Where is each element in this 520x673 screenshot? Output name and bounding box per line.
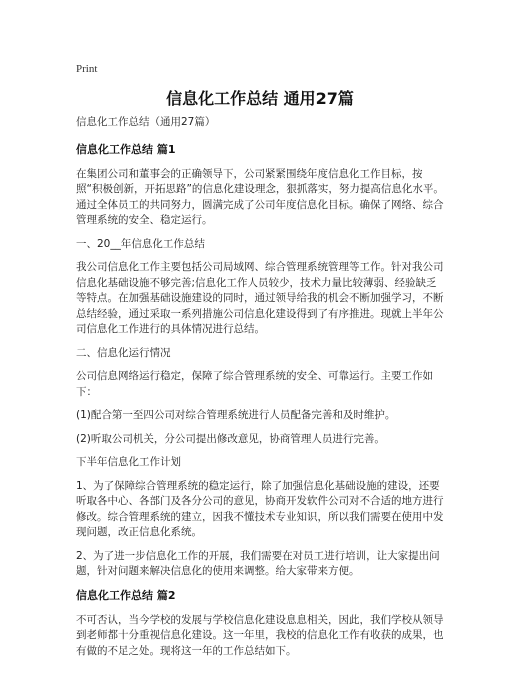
paragraph: 一、20__年信息化工作总结 <box>76 237 205 250</box>
paragraph: 不可否认，当今学校的发展与学校信息化建设息息相关，因此，我们学校从领导到老师都十分重视信息化建设。这一年里，我校的信息化工作有收获的成果，也有做的不足之处。现将这一年的工作总结如下。 <box>76 613 444 657</box>
paragraph: 我公司信息化工作主要包括公司局域网、综合管理系统管理等工作。针对我公司信息化基础设施不够完善;信息化工作人员较少，技术力量比较薄弱、经验缺乏等特点。在加强基础设施建设的同时，通过领导给我的机会不断加强学习，不断总结经验，通过采取一系列措施公司信息化建设得到了有序推进。现就上半年公司信息化工作进行的具体情况进行总结。 <box>76 261 444 335</box>
paragraph: 2、为了进一步信息化工作的开展，我们需要在对员工进行培训，让大家提出问题，针对问题来解决信息化的使用来调整。给大家带来方便。 <box>76 549 440 577</box>
paragraph: 二、信息化运行情况 <box>76 346 171 359</box>
paragraph: 1、为了保障综合管理系统的稳定运行，除了加强信息化基础设施的建设，还要听取各中心、各部门及各分公司的意见，协商开发软件公司对不合适的地方进行修改。综合管理系统的建立，因我不懂技术专业知识，所以我们需要在使用中发现问题，改正信息化系统。 <box>76 479 444 538</box>
document-subtitle: 信息化工作总结（通用27篇） <box>76 116 216 128</box>
section-heading: 信息化工作总结 篇2 <box>76 588 176 602</box>
document-body <box>76 115 446 667</box>
document-title: 信息化工作总结 通用27篇 <box>166 89 354 108</box>
paragraph: (1)配合第一至四公司对综合管理系统进行人员配备完善和及时维护。 <box>76 409 396 421</box>
section-heading: 信息化工作总结 篇1 <box>76 142 176 156</box>
paragraph: 公司信息网络运行稳定，保障了综合管理系统的安全、可靠运行。主要工作如下： <box>76 370 433 398</box>
paragraph: 在集团公司和董事会的正确领导下，公司紧紧围绕年度信息化工作目标，按照“积极创新，开拓思路”的信息化建设理念，狠抓落实，努力提高信息化水平。通过全体员工的共同努力，圆满完成了公司年度信息化目标。确保了网络、综合管理系统的安全、稳定运行。 <box>76 167 444 226</box>
print-link[interactable]: Print <box>76 63 98 75</box>
paragraph: (2)听取公司机关，分公司提出修改意见，协商管理人员进行完善。 <box>76 432 385 445</box>
paragraph: 下半年信息化工作计划 <box>76 456 181 468</box>
